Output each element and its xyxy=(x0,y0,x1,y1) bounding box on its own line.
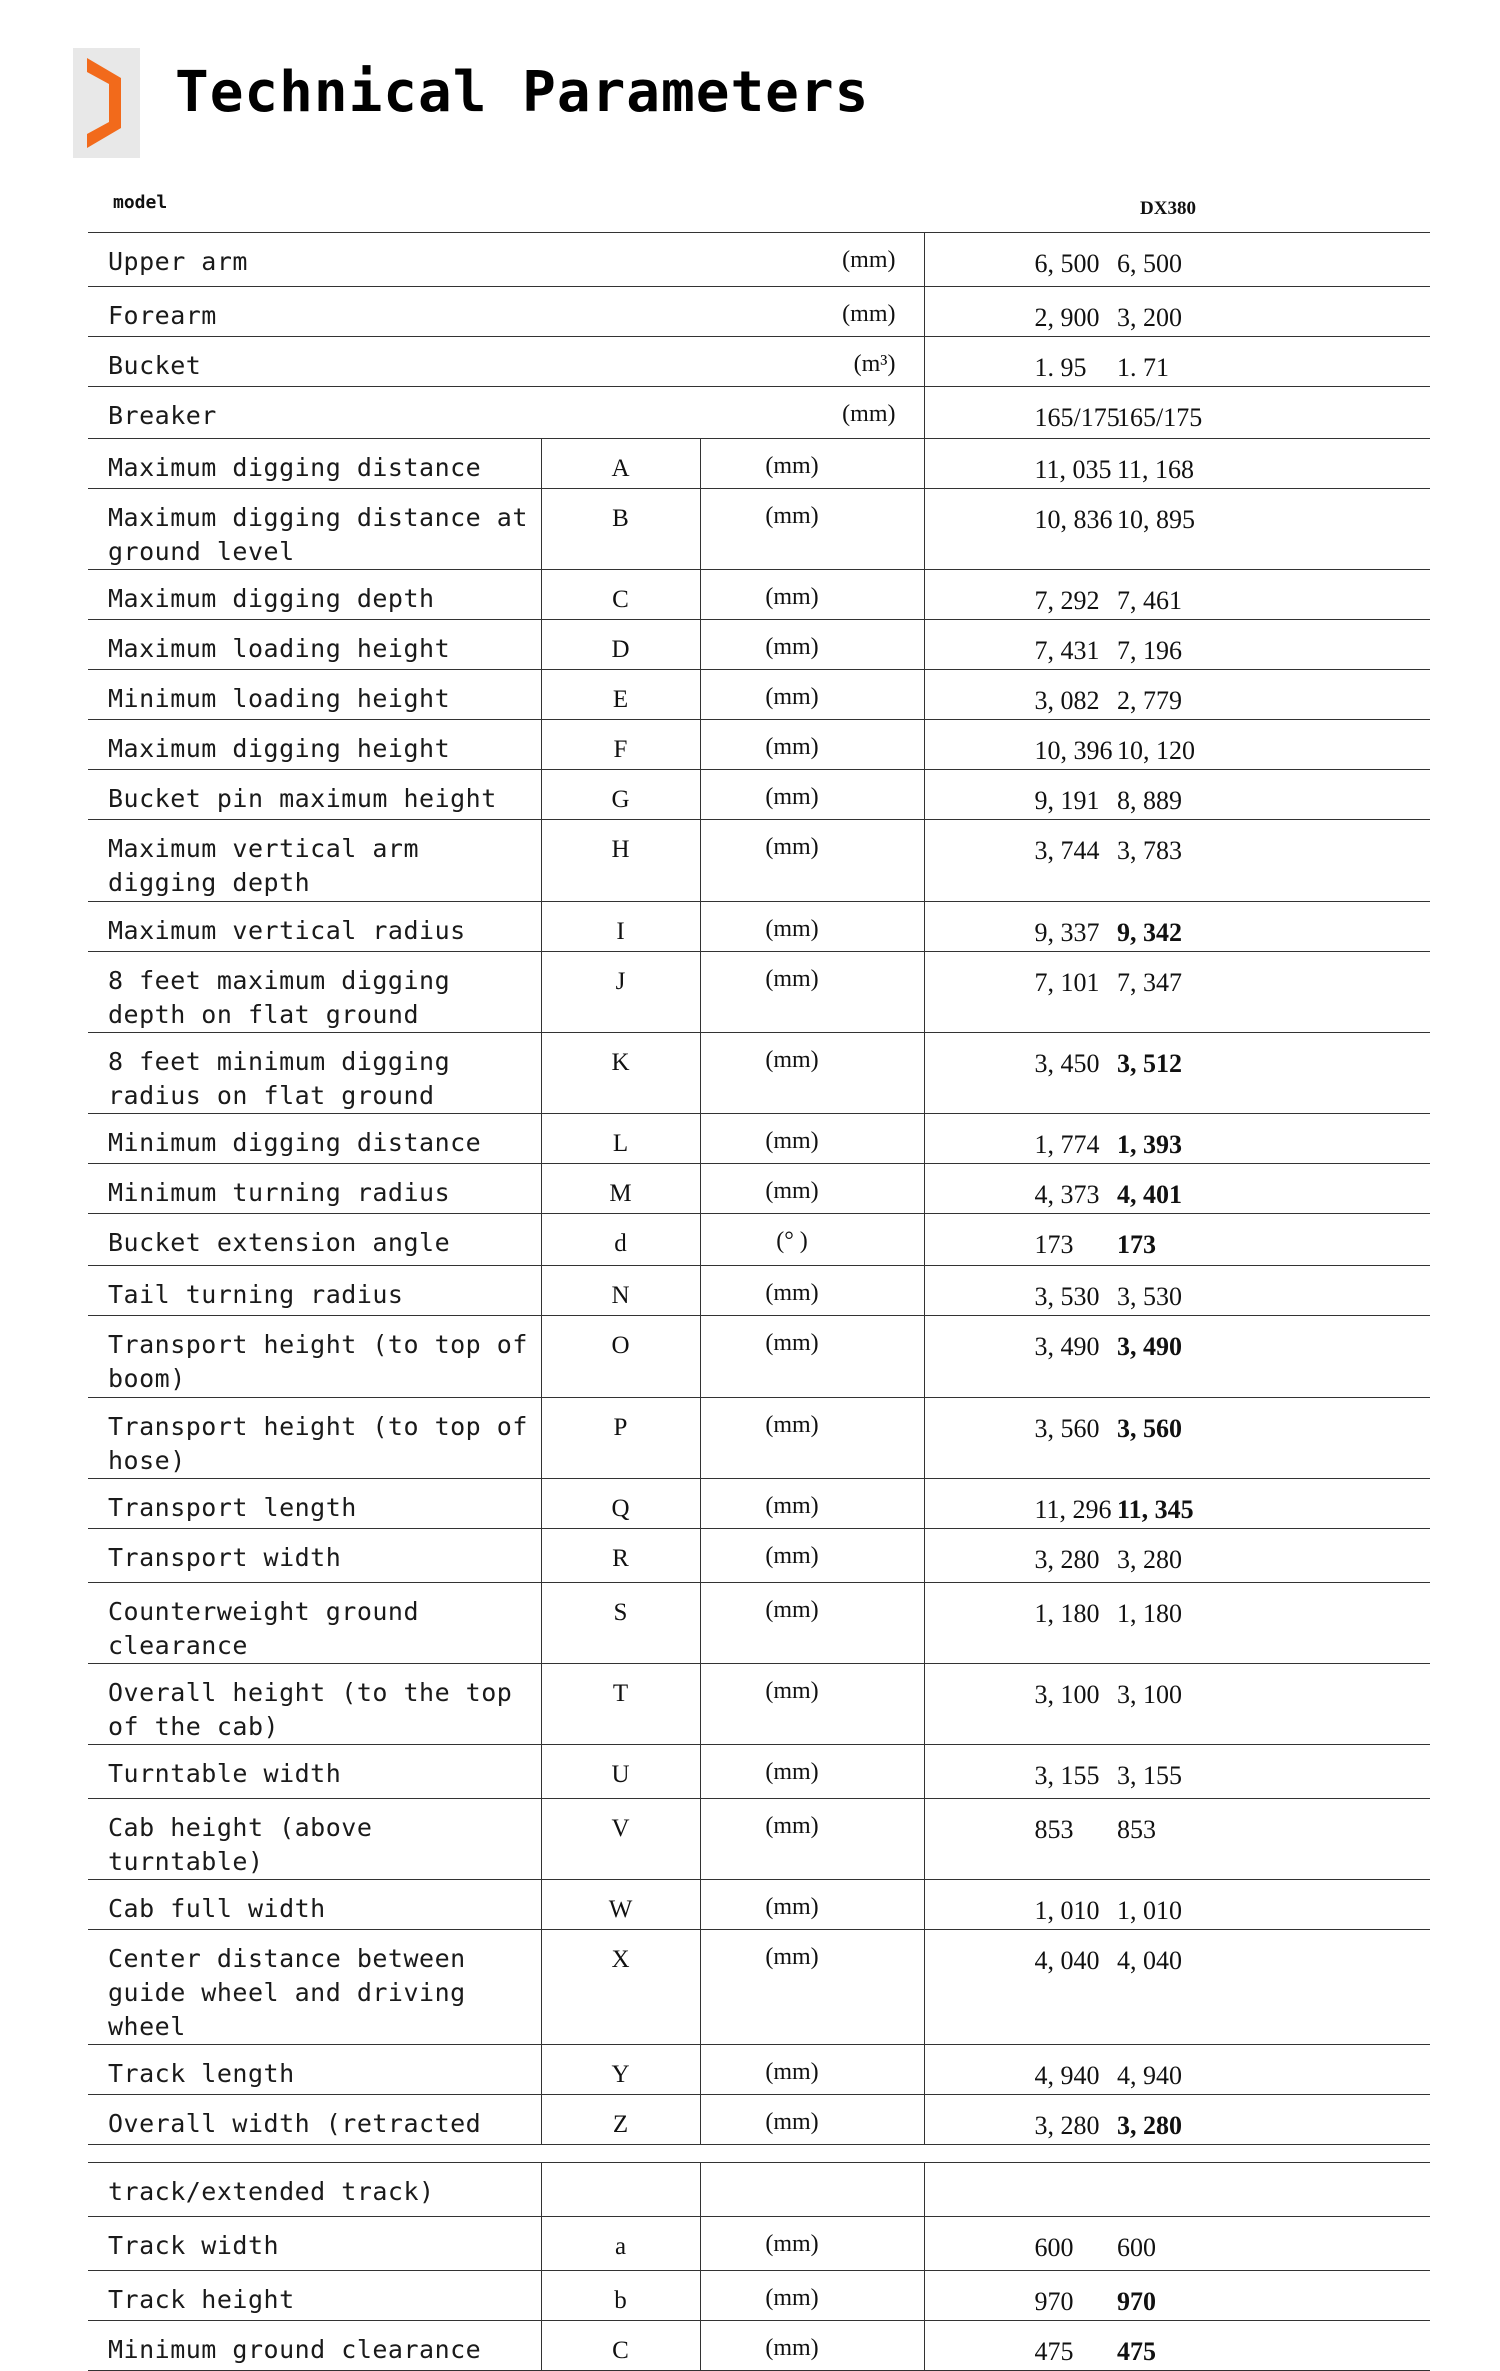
value-col-1: 10, 396 xyxy=(924,720,1117,770)
param-name: Track height xyxy=(88,2271,541,2321)
param-unit: (mm) xyxy=(700,1745,924,1799)
value-col-2: 10, 120 xyxy=(1117,720,1430,770)
param-name: Forearm xyxy=(88,287,700,337)
param-name: Breaker xyxy=(88,387,700,439)
table-row xyxy=(88,952,1430,1033)
value-col-2: 4, 040 xyxy=(1117,1930,1430,2045)
value-col-1: 1. 95 xyxy=(924,337,1117,387)
param-name: Bucket pin maximum height xyxy=(88,770,541,820)
param-code: C xyxy=(541,2321,700,2371)
value-col-1: 475 xyxy=(924,2321,1117,2371)
param-unit: (mm) xyxy=(700,439,924,489)
param-code: Z xyxy=(541,2095,700,2145)
param-unit: (mm) xyxy=(700,770,924,820)
value-col-2: 8, 889 xyxy=(1117,770,1430,820)
param-unit: (mm) xyxy=(700,1880,924,1930)
param-code: C xyxy=(541,570,700,620)
value-col-2: 7, 461 xyxy=(1117,570,1430,620)
value-col-2: 11, 345 xyxy=(1117,1479,1430,1529)
param-name: Bucket extension angle xyxy=(88,1214,541,1266)
value-col-2: 11, 168 xyxy=(1117,439,1430,489)
model-name: DX380 xyxy=(1140,198,1196,219)
value-col-2: 3, 560 xyxy=(1117,1398,1430,1479)
value-col-1: 3, 450 xyxy=(924,1033,1117,1114)
param-code: H xyxy=(541,820,700,902)
table-row xyxy=(88,2045,1430,2095)
table-row xyxy=(88,1114,1430,1164)
param-name: Maximum digging distance at ground level xyxy=(88,489,541,570)
value-col-2: 2, 779 xyxy=(1117,670,1430,720)
value-col-1: 3, 744 xyxy=(924,820,1117,902)
spec-table xyxy=(88,232,1430,2371)
param-name: Minimum turning radius xyxy=(88,1164,541,1214)
param-unit: (mm) xyxy=(700,720,924,770)
value-col-1: 6, 500 xyxy=(924,233,1117,287)
table-row xyxy=(88,387,1430,439)
param-code: E xyxy=(541,670,700,720)
value-col-2: 173 xyxy=(1117,1214,1430,1266)
value-col-2: 1, 010 xyxy=(1117,1880,1430,1930)
table-row xyxy=(88,2271,1430,2321)
value-col-2: 3, 280 xyxy=(1117,1529,1430,1583)
track-rows xyxy=(88,2145,1430,2371)
param-name: Transport height (to top of boom) xyxy=(88,1316,541,1398)
param-name: Minimum loading height xyxy=(88,670,541,720)
param-unit: (mm) xyxy=(700,1583,924,1664)
param-code: D xyxy=(541,620,700,670)
param-code: T xyxy=(541,1664,700,1745)
param-name: Counterweight ground clearance xyxy=(88,1583,541,1664)
value-col-2: 1, 393 xyxy=(1117,1114,1430,1164)
value-col-1: 1, 774 xyxy=(924,1114,1117,1164)
continuation-label: track/extended track) xyxy=(88,2163,541,2217)
param-name: Overall height (to the top of the cab) xyxy=(88,1664,541,1745)
value-col-1: 3, 280 xyxy=(924,1529,1117,1583)
param-code: S xyxy=(541,1583,700,1664)
param-unit xyxy=(700,2163,924,2217)
value-col-2: 7, 347 xyxy=(1117,952,1430,1033)
value-col-1: 3, 100 xyxy=(924,1664,1117,1745)
value-col-1: 4, 040 xyxy=(924,1930,1117,2045)
table-row xyxy=(88,2095,1430,2145)
param-name: Cab height (above turntable) xyxy=(88,1799,541,1880)
param-code: O xyxy=(541,1316,700,1398)
value-col-1: 3, 530 xyxy=(924,1266,1117,1316)
value-col-2: 3, 490 xyxy=(1117,1316,1430,1398)
value-col-2: 9, 342 xyxy=(1117,902,1430,952)
param-unit: (mm) xyxy=(700,1266,924,1316)
param-unit: (mm) xyxy=(700,233,924,287)
value-col-2: 970 xyxy=(1117,2271,1430,2321)
param-name: Cab full width xyxy=(88,1880,541,1930)
value-col-1: 3, 280 xyxy=(924,2095,1117,2145)
param-unit: (mm) xyxy=(700,1114,924,1164)
value-col-1: 4, 373 xyxy=(924,1164,1117,1214)
value-col-1: 9, 337 xyxy=(924,902,1117,952)
table-row xyxy=(88,233,1430,287)
param-code: A xyxy=(541,439,700,489)
value-col-2 xyxy=(1117,2163,1430,2217)
config-rows xyxy=(88,233,1430,439)
value-col-1: 3, 082 xyxy=(924,670,1117,720)
table-row xyxy=(88,1214,1430,1266)
param-code: B xyxy=(541,489,700,570)
table-row xyxy=(88,1880,1430,1930)
table-row xyxy=(88,1266,1430,1316)
param-code: I xyxy=(541,902,700,952)
param-code: R xyxy=(541,1529,700,1583)
value-col-2: 165/175 xyxy=(1117,387,1430,439)
param-name: Track length xyxy=(88,2045,541,2095)
value-col-1: 7, 292 xyxy=(924,570,1117,620)
param-unit: (mm) xyxy=(700,902,924,952)
param-code: b xyxy=(541,2271,700,2321)
param-code: d xyxy=(541,1214,700,1266)
table-row xyxy=(88,1529,1430,1583)
value-col-2: 1. 71 xyxy=(1117,337,1430,387)
param-name: Maximum digging depth xyxy=(88,570,541,620)
param-code: a xyxy=(541,2217,700,2271)
param-unit: (mm) xyxy=(700,620,924,670)
table-row xyxy=(88,1316,1430,1398)
page-title: Technical Parameters xyxy=(175,60,870,125)
value-col-2: 3, 783 xyxy=(1117,820,1430,902)
param-unit: (mm) xyxy=(700,287,924,337)
value-col-1: 3, 490 xyxy=(924,1316,1117,1398)
param-name: 8 feet maximum digging depth on flat ground xyxy=(88,952,541,1033)
value-col-2: 6, 500 xyxy=(1117,233,1430,287)
param-unit: (mm) xyxy=(700,387,924,439)
table-row xyxy=(88,770,1430,820)
param-code: K xyxy=(541,1033,700,1114)
param-name: Transport length xyxy=(88,1479,541,1529)
param-code: F xyxy=(541,720,700,770)
value-col-1: 2, 900 xyxy=(924,287,1117,337)
value-col-2: 7, 196 xyxy=(1117,620,1430,670)
param-unit: (° ) xyxy=(700,1214,924,1266)
param-code: L xyxy=(541,1114,700,1164)
param-name: Maximum digging distance xyxy=(88,439,541,489)
param-name: Maximum digging height xyxy=(88,720,541,770)
param-name: Transport height (to top of hose) xyxy=(88,1398,541,1479)
table-row xyxy=(88,1164,1430,1214)
value-col-2: 10, 895 xyxy=(1117,489,1430,570)
spec-rows xyxy=(88,439,1430,2145)
param-unit: (mm) xyxy=(700,1529,924,1583)
value-col-2: 3, 200 xyxy=(1117,287,1430,337)
param-name: Overall width (retracted xyxy=(88,2095,541,2145)
value-col-2: 3, 100 xyxy=(1117,1664,1430,1745)
value-col-1: 4, 940 xyxy=(924,2045,1117,2095)
param-unit: (mm) xyxy=(700,952,924,1033)
value-col-1: 10, 836 xyxy=(924,489,1117,570)
param-code: P xyxy=(541,1398,700,1479)
param-name: Center distance between guide wheel and driving wheel xyxy=(88,1930,541,2045)
param-unit: (mm) xyxy=(700,1479,924,1529)
param-code: N xyxy=(541,1266,700,1316)
table-row xyxy=(88,287,1430,337)
param-unit: (mm) xyxy=(700,489,924,570)
param-code: X xyxy=(541,1930,700,2045)
table-row xyxy=(88,1033,1430,1114)
table-row xyxy=(88,1664,1430,1745)
table-row xyxy=(88,1398,1430,1479)
spacer-cell xyxy=(88,2145,1430,2163)
value-col-1: 853 xyxy=(924,1799,1117,1880)
param-code: G xyxy=(541,770,700,820)
param-name: Maximum vertical arm digging depth xyxy=(88,820,541,902)
value-col-1: 1, 180 xyxy=(924,1583,1117,1664)
table-row xyxy=(88,620,1430,670)
value-col-2: 3, 530 xyxy=(1117,1266,1430,1316)
value-col-2: 1, 180 xyxy=(1117,1583,1430,1664)
param-code: J xyxy=(541,952,700,1033)
param-name: Transport width xyxy=(88,1529,541,1583)
table-row xyxy=(88,902,1430,952)
table-row xyxy=(88,670,1430,720)
param-code: Q xyxy=(541,1479,700,1529)
param-unit: (mm) xyxy=(700,1799,924,1880)
param-code: U xyxy=(541,1745,700,1799)
param-code: V xyxy=(541,1799,700,1880)
param-unit: (mm) xyxy=(700,820,924,902)
param-name: Maximum vertical radius xyxy=(88,902,541,952)
value-col-1: 970 xyxy=(924,2271,1117,2321)
param-name: Minimum ground clearance xyxy=(88,2321,541,2371)
param-code xyxy=(541,2163,700,2217)
table-row xyxy=(88,337,1430,387)
table-row xyxy=(88,2321,1430,2371)
param-unit: (mm) xyxy=(700,1664,924,1745)
value-col-2: 3, 280 xyxy=(1117,2095,1430,2145)
param-name: Tail turning radius xyxy=(88,1266,541,1316)
param-unit: (mm) xyxy=(700,2271,924,2321)
table-row xyxy=(88,1799,1430,1880)
table-row xyxy=(88,439,1430,489)
param-code: Y xyxy=(541,2045,700,2095)
table-row xyxy=(88,720,1430,770)
param-name: 8 feet minimum digging radius on flat ground xyxy=(88,1033,541,1114)
param-unit: (mm) xyxy=(700,1164,924,1214)
param-unit: (mm) xyxy=(700,1316,924,1398)
table-row xyxy=(88,2217,1430,2271)
model-label: model xyxy=(113,192,168,213)
param-name: Bucket xyxy=(88,337,700,387)
value-col-1: 11, 296 xyxy=(924,1479,1117,1529)
value-col-1: 600 xyxy=(924,2217,1117,2271)
value-col-2: 3, 155 xyxy=(1117,1745,1430,1799)
table-row xyxy=(88,820,1430,902)
param-unit: (mm) xyxy=(700,2321,924,2371)
value-col-2: 3, 512 xyxy=(1117,1033,1430,1114)
param-name: Minimum digging distance xyxy=(88,1114,541,1164)
table-row xyxy=(88,1479,1430,1529)
param-unit: (m³) xyxy=(700,337,924,387)
value-col-1: 7, 101 xyxy=(924,952,1117,1033)
value-col-1: 3, 560 xyxy=(924,1398,1117,1479)
param-name: Turntable width xyxy=(88,1745,541,1799)
param-unit: (mm) xyxy=(700,2217,924,2271)
value-col-1: 173 xyxy=(924,1214,1117,1266)
value-col-2: 4, 940 xyxy=(1117,2045,1430,2095)
param-unit: (mm) xyxy=(700,2095,924,2145)
param-code: M xyxy=(541,1164,700,1214)
value-col-1: 3, 155 xyxy=(924,1745,1117,1799)
table-row xyxy=(88,1745,1430,1799)
value-col-2: 853 xyxy=(1117,1799,1430,1880)
value-col-2: 600 xyxy=(1117,2217,1430,2271)
table-row xyxy=(88,1930,1430,2045)
value-col-1 xyxy=(924,2163,1117,2217)
param-unit: (mm) xyxy=(700,1398,924,1479)
param-unit: (mm) xyxy=(700,1930,924,2045)
param-name: Maximum loading height xyxy=(88,620,541,670)
table-row xyxy=(88,570,1430,620)
param-name: Upper arm xyxy=(88,233,700,287)
param-code: W xyxy=(541,1880,700,1930)
value-col-1: 1, 010 xyxy=(924,1880,1117,1930)
value-col-2: 4, 401 xyxy=(1117,1164,1430,1214)
value-col-1: 165/175 xyxy=(924,387,1117,439)
value-col-1: 11, 035 xyxy=(924,439,1117,489)
param-unit: (mm) xyxy=(700,1033,924,1114)
table-row xyxy=(88,2163,1430,2217)
param-unit: (mm) xyxy=(700,670,924,720)
table-row xyxy=(88,489,1430,570)
orange-chevron-logo-icon xyxy=(73,48,140,158)
param-name: Track width xyxy=(88,2217,541,2271)
value-col-1: 9, 191 xyxy=(924,770,1117,820)
param-unit: (mm) xyxy=(700,570,924,620)
table-spacer xyxy=(88,2145,1430,2163)
value-col-1: 7, 431 xyxy=(924,620,1117,670)
table-row xyxy=(88,1583,1430,1664)
value-col-2: 475 xyxy=(1117,2321,1430,2371)
param-unit: (mm) xyxy=(700,2045,924,2095)
